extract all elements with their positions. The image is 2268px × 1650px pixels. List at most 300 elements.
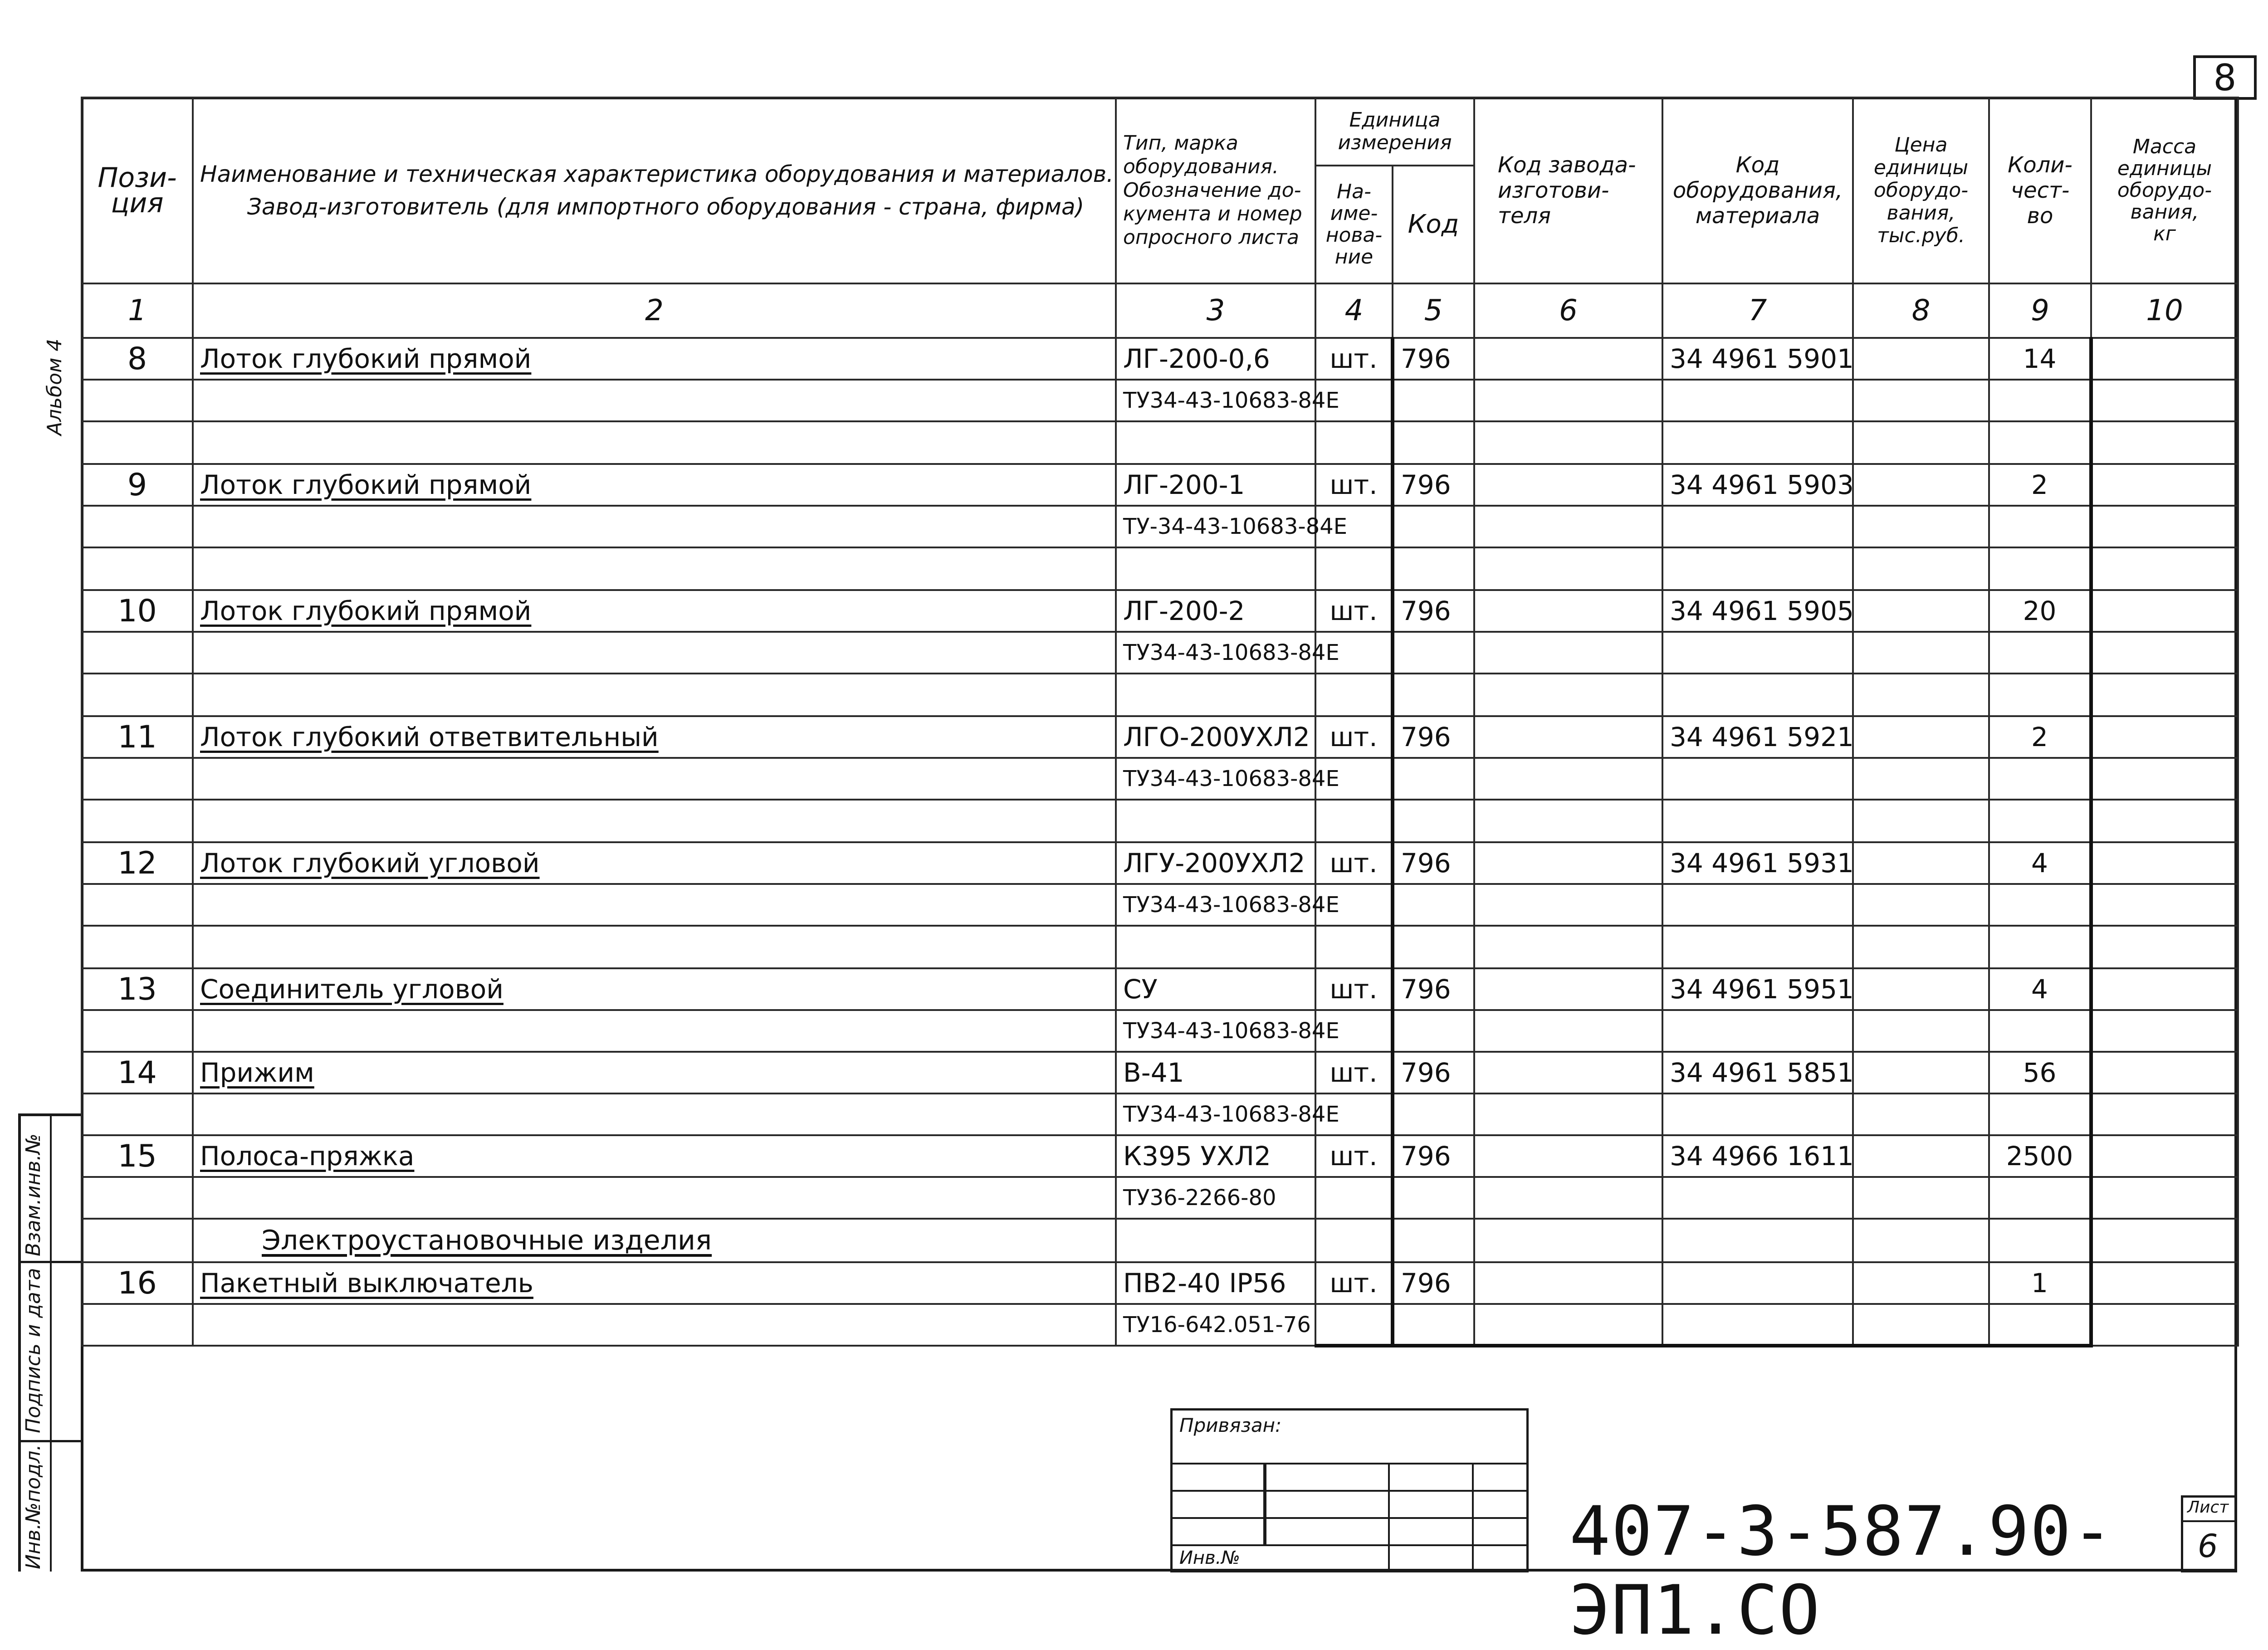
row-position: 10 [82,590,193,632]
colnum-5: 5 [1393,283,1474,338]
row-empty [193,547,1116,590]
row-empty [1853,547,1989,590]
row-empty [1315,800,1393,842]
row-empty [193,758,1116,800]
section-cell [1315,1219,1393,1262]
row-empty [82,380,193,421]
row-mass [2091,464,2238,506]
row-empty [1853,884,1989,926]
row-empty [193,1093,1116,1135]
sheet-list-divider [2181,1520,2237,1522]
header-price: Цена единицы оборудо- вания, тыс.руб. [1853,98,1989,283]
section-cell [1989,1219,2091,1262]
row-empty [82,1177,193,1219]
row-empty [1989,1093,2091,1135]
row-empty [82,632,193,674]
sheet-corner-number: 8 [2193,55,2257,100]
row-empty [1662,884,1853,926]
row-unit-code: 796 [1393,464,1474,506]
row-empty [2091,926,2238,968]
row-factory-code [1474,338,1662,380]
row-empty [1393,421,1474,464]
row-quantity: 2 [1989,464,2091,506]
row-empty [1393,800,1474,842]
row-mass [2091,842,2238,884]
row-factory-code [1474,842,1662,884]
table-row-doc [82,758,2238,800]
row-empty [82,758,193,800]
row-empty [1393,1093,1474,1135]
row-unit: шт. [1315,338,1393,380]
colnum-2: 2 [193,283,1116,338]
row-mass [2091,590,2238,632]
row-type: ЛГО-200УХЛ2 [1116,716,1315,758]
row-equipment-code: 34 4961 5905 [1662,590,1853,632]
row-empty [1853,926,1989,968]
row-factory-code [1474,716,1662,758]
row-position: 13 [82,968,193,1010]
row-empty [1853,1010,1989,1052]
row-empty [193,506,1116,547]
row-mass [2091,1052,2238,1093]
row-empty [1474,1177,1662,1219]
row-empty [1315,926,1393,968]
row-empty [193,884,1116,926]
table-row-spacer [82,926,2238,968]
row-empty [1474,380,1662,421]
row-quantity: 4 [1989,968,2091,1010]
table-row [82,464,2238,506]
row-empty [2091,674,2238,716]
row-empty [1989,926,2091,968]
row-empty [1989,884,2091,926]
row-quantity: 4 [1989,842,2091,884]
row-empty [1853,1177,1989,1219]
row-empty [1474,506,1662,547]
row16-quantity: 1 [1989,1262,2091,1304]
row-empty [82,1093,193,1135]
row-empty [1853,632,1989,674]
header-unit-name: На- име- нова- ние [1315,166,1393,283]
row16-position: 16 [82,1262,193,1304]
privyazan-label: Привязан: [1179,1414,1282,1436]
row-unit-code: 796 [1393,1135,1474,1177]
side-stamp-podpis-data: Подпись и дата [22,1268,45,1433]
row-position: 15 [82,1135,193,1177]
row-price [1853,338,1989,380]
row-empty [82,506,193,547]
row-empty [1474,926,1662,968]
row-empty [1989,506,2091,547]
title-block-line [1170,1517,1529,1519]
row-empty [1474,632,1662,674]
row-type: К395 УХЛ2 [1116,1135,1315,1177]
table-body [82,338,2238,1219]
header-factory-code: Код завода- изготови- теля [1474,98,1662,283]
row-name-text: Прижим [200,1057,314,1088]
row-type: СУ [1116,968,1315,1010]
row-empty [1393,674,1474,716]
row-empty [1853,421,1989,464]
row16-price [1853,1262,1989,1304]
sheet-list-number: 6 [2198,1528,2218,1565]
title-block-vline [1388,1463,1390,1572]
row-name [193,464,1116,506]
row-quantity: 20 [1989,590,2091,632]
row-empty [1662,674,1853,716]
row-empty [1989,632,2091,674]
row-position: 14 [82,1052,193,1093]
row-equipment-code: 34 4961 5901 [1662,338,1853,380]
row-price [1853,464,1989,506]
row-empty [1853,1093,1989,1135]
side-stamp-inv-podl: Инв.№подл. [22,1444,45,1569]
table-row-spacer [82,547,2238,590]
row-empty [1116,800,1315,842]
row-equipment-code: 34 4966 1611 [1662,1135,1853,1177]
row-empty [1116,547,1315,590]
row-empty [1662,758,1853,800]
row16-empty [82,1304,193,1346]
row-empty [2091,380,2238,421]
table-row-doc [82,1010,2238,1052]
row-doc: ТУ34-43-10683-84Е [1116,884,1315,926]
row-empty [1989,1010,2091,1052]
row-empty [1116,926,1315,968]
row-type: ЛГ-200-0,6 [1116,338,1315,380]
table-tail [82,1219,2238,1346]
row16-empty [1474,1304,1662,1346]
row-mass [2091,1135,2238,1177]
row-mass [2091,338,2238,380]
row16-equipment-code [1662,1262,1853,1304]
colnum-4: 4 [1315,283,1393,338]
row-empty [1662,1010,1853,1052]
row-empty [1474,884,1662,926]
row-unit: шт. [1315,842,1393,884]
row-doc: ТУ36-2266-80 [1116,1177,1315,1219]
row-quantity: 2500 [1989,1135,2091,1177]
row-empty [2091,421,2238,464]
row16-empty [193,1304,1116,1346]
row-doc: ТУ34-43-10683-84Е [1116,1093,1315,1135]
table-row [82,716,2238,758]
title-block-vline [1263,1463,1266,1544]
row-unit-code: 796 [1393,590,1474,632]
title-block-vline [1472,1463,1474,1572]
row-empty [2091,632,2238,674]
header-name [193,98,1116,283]
row-price [1853,968,1989,1010]
row-price [1853,716,1989,758]
row-type: В-41 [1116,1052,1315,1093]
title-block-line [1170,1463,1529,1464]
row-name-text: Полоса-пряжка [200,1141,415,1172]
row-equipment-code: 34 4961 5921 [1662,716,1853,758]
row-name-text: Лоток глубокий прямой [200,469,532,500]
row-name [193,968,1116,1010]
row-unit: шт. [1315,464,1393,506]
row-empty [1989,800,2091,842]
row-empty [1989,758,2091,800]
row-empty [1662,632,1853,674]
row-position: 12 [82,842,193,884]
row-empty [1393,1177,1474,1219]
row-empty [1853,674,1989,716]
title-block-line [1170,1544,1529,1546]
row-unit: шт. [1315,716,1393,758]
table-row-doc [82,380,2238,421]
row-equipment-code: 34 4961 5951 [1662,968,1853,1010]
row16-empty [1315,1304,1393,1346]
row-empty [1393,632,1474,674]
row-quantity: 56 [1989,1052,2091,1093]
row-doc: ТУ34-43-10683-84Е [1116,1010,1315,1052]
row16-name-text: Пакетный выключатель [200,1268,533,1299]
row16-name [193,1262,1116,1304]
table-row [82,842,2238,884]
row-empty [1474,1093,1662,1135]
colnum-7: 7 [1662,283,1853,338]
row16-empty [1393,1304,1474,1346]
row-empty [82,926,193,968]
header-unit-group: Единица измерения [1315,98,1474,166]
row-name-text: Лоток глубокий угловой [200,848,540,879]
row-name [193,338,1116,380]
row-quantity: 2 [1989,716,2091,758]
row16-mass [2091,1262,2238,1304]
row-doc: ТУ34-43-10683-84Е [1116,380,1315,421]
row-position: 11 [82,716,193,758]
row-unit-code: 796 [1393,338,1474,380]
row-empty [1116,421,1315,464]
row16-factory-code [1474,1262,1662,1304]
header-mass: Масса единицы оборудо- вания, кг [2091,98,2238,283]
row-mass [2091,716,2238,758]
row-empty [82,674,193,716]
inv-no-label: Инв.№ [1179,1547,1240,1568]
row-name-text: Лоток глубокий ответвительный [200,722,659,752]
colnum-8: 8 [1853,283,1989,338]
row-unit: шт. [1315,590,1393,632]
section-pos [82,1219,193,1262]
row-empty [1662,506,1853,547]
row-empty [1853,380,1989,421]
row16-empty [1989,1304,2091,1346]
row-factory-code [1474,464,1662,506]
row-empty [1474,421,1662,464]
row-empty [193,926,1116,968]
row-equipment-code: 34 4961 5903 [1662,464,1853,506]
row-empty [1853,800,1989,842]
header-type: Тип, марка оборудования. Обозначение до- кумента и номер опросного листа [1116,98,1315,283]
row-empty [2091,1177,2238,1219]
colnum-1: 1 [82,283,193,338]
section-cell [1853,1219,1989,1262]
colnum-6: 6 [1474,283,1662,338]
row-empty [1315,674,1393,716]
row-unit-code: 796 [1393,842,1474,884]
table-row-doc [82,632,2238,674]
row-unit: шт. [1315,1135,1393,1177]
sheet-list-label: Лист [2187,1498,2229,1517]
section-cell [1662,1219,1853,1262]
row-empty [1662,547,1853,590]
row-empty [1989,547,2091,590]
row-doc: ТУ34-43-10683-84Е [1116,632,1315,674]
row-empty [1474,800,1662,842]
row16-empty [1853,1304,1989,1346]
row-empty [1474,547,1662,590]
row-type: ЛГ-200-1 [1116,464,1315,506]
section-cell [1116,1219,1315,1262]
section-title-text: Электроустановочные изделия [262,1225,712,1256]
section-cell [2091,1219,2238,1262]
header-unit-code: Код [1393,166,1474,283]
table-row-spacer [82,421,2238,464]
title-block-line [1170,1490,1529,1492]
row-name [193,590,1116,632]
row16-unit: шт. [1315,1262,1393,1304]
row-empty [1393,758,1474,800]
table-row-doc [82,1177,2238,1219]
colnum-10: 10 [2091,283,2238,338]
row-empty [82,1010,193,1052]
row-mass [2091,968,2238,1010]
row-unit: шт. [1315,968,1393,1010]
row-price [1853,590,1989,632]
section-cell [1393,1219,1474,1262]
row-empty [1474,674,1662,716]
row-empty [1315,421,1393,464]
row-unit-code: 796 [1393,1052,1474,1093]
row-empty [1315,547,1393,590]
row-empty [82,421,193,464]
row-price [1853,1135,1989,1177]
row-empty [2091,758,2238,800]
row-name-text: Соединитель угловой [200,974,503,1005]
header-equipment-code: Код оборудования, материала [1662,98,1853,283]
row-factory-code [1474,968,1662,1010]
row-empty [82,884,193,926]
row-name [193,716,1116,758]
header-quantity: Коли- чест- во [1989,98,2091,283]
row-doc: ТУ-34-43-10683-84Е [1116,506,1315,547]
row-empty [1393,926,1474,968]
row-empty [193,632,1116,674]
table-row [82,1052,2238,1093]
row-empty [1989,674,2091,716]
row-position: 9 [82,464,193,506]
row-equipment-code: 34 4961 5851 [1662,1052,1853,1093]
row-empty [193,800,1116,842]
row-empty [1116,674,1315,716]
table-row-doc [82,884,2238,926]
row-unit-code: 796 [1393,968,1474,1010]
row-factory-code [1474,590,1662,632]
table-row [82,590,2238,632]
row-position: 8 [82,338,193,380]
row-quantity: 14 [1989,338,2091,380]
row-empty [1989,1177,2091,1219]
table-row-spacer [82,800,2238,842]
row-empty [1393,884,1474,926]
row16-code: 796 [1393,1262,1474,1304]
colnum-9: 9 [1989,283,2091,338]
row16-empty [1662,1304,1853,1346]
row-empty [2091,884,2238,926]
row-empty [1662,1177,1853,1219]
row-empty [2091,506,2238,547]
row16-empty [2091,1304,2238,1346]
row-empty [1853,758,1989,800]
document-code: 407-3-587.90-ЭП1.СО [1569,1492,2114,1650]
row-empty [1315,1177,1393,1219]
row-empty [1393,1010,1474,1052]
header-name-line1: Наименование и техническая характеристика оборудования и материалов. [200,161,1114,187]
row-name [193,1135,1116,1177]
header-position: Пози- ция [82,98,193,283]
row-empty [2091,800,2238,842]
row-empty [193,674,1116,716]
row-empty [1989,380,2091,421]
row-empty [1662,380,1853,421]
row-empty [1662,421,1853,464]
row-empty [193,421,1116,464]
row-name-text: Лоток глубокий прямой [200,343,532,374]
row-unit-code: 796 [1393,716,1474,758]
table-row [82,1135,2238,1177]
row-empty [193,380,1116,421]
row-name-text: Лоток глубокий прямой [200,596,532,626]
row-empty [2091,547,2238,590]
row-empty [82,800,193,842]
table-row-spacer [82,674,2238,716]
row-factory-code [1474,1135,1662,1177]
header-name-line2: Завод-изготовитель (для импортного оборудования - страна, фирма) [247,194,1085,220]
row-factory-code [1474,1052,1662,1093]
side-stamp-inner-line [50,1113,52,1572]
row-empty [1662,1093,1853,1135]
row-price [1853,842,1989,884]
row-empty [82,547,193,590]
row-type: ЛГУ-200УХЛ2 [1116,842,1315,884]
row-name [193,1052,1116,1093]
section-cell [1474,1219,1662,1262]
side-stamp-vzam-inv: Взам.инв.№ [22,1133,45,1256]
row-type: ЛГ-200-2 [1116,590,1315,632]
row-name [193,842,1116,884]
row-unit: шт. [1315,1052,1393,1093]
row-empty [1989,421,2091,464]
table-row-doc [82,506,2238,547]
row-empty [1662,800,1853,842]
row-empty [193,1177,1116,1219]
row-empty [1393,380,1474,421]
album-label: Альбом 4 [43,338,66,435]
table-row-doc [82,1093,2238,1135]
row-empty [2091,1010,2238,1052]
section-title [193,1219,1116,1262]
row-empty [1474,1010,1662,1052]
row-empty [1662,926,1853,968]
row-doc: ТУ34-43-10683-84Е [1116,758,1315,800]
specification-table [81,97,2239,1347]
row16-doc: ТУ16-642.051-76 [1116,1304,1315,1346]
row-empty [1393,547,1474,590]
row-empty [1474,758,1662,800]
table-row [82,338,2238,380]
